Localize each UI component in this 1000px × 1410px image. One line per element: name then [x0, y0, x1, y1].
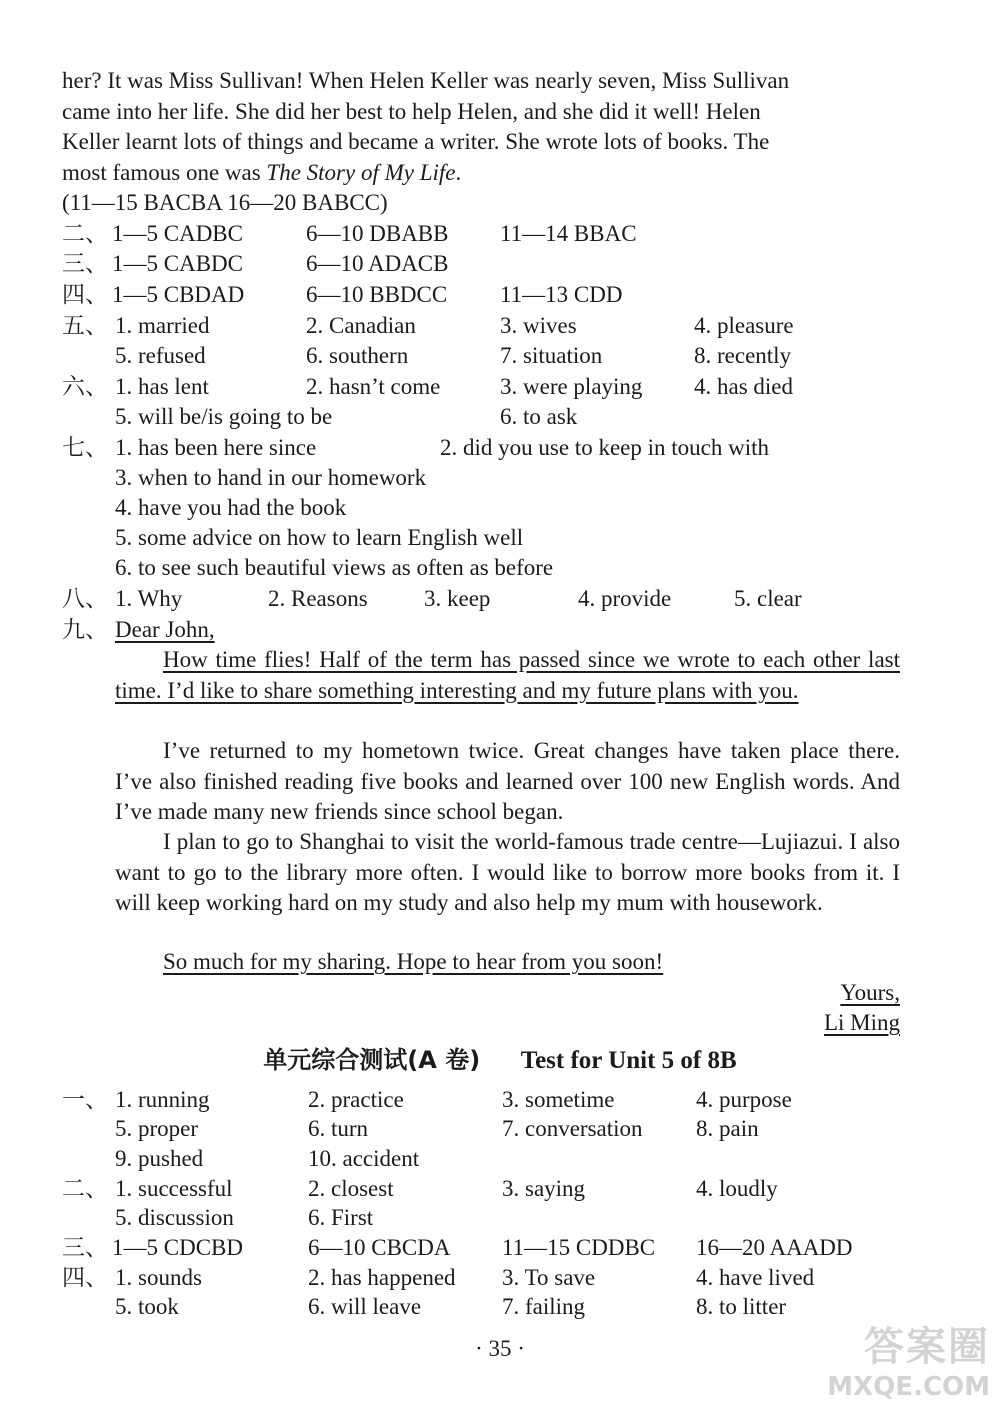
answer-item: 6. southern: [306, 343, 409, 368]
answer-group: 11—15 CDDBC: [502, 1235, 656, 1260]
answer-item: 6. First: [308, 1205, 374, 1230]
letter-paragraph-1-text: How time flies! Half of the term has passed since we wrote to each other last time. I’d like to share something interesting and my future plans with you.: [115, 647, 900, 703]
answer-item: 4. have lived: [696, 1265, 815, 1290]
answer-item: 5. refused: [115, 343, 206, 368]
watermark-en: MXQE.COM: [827, 1372, 990, 1402]
intro-period: .: [455, 160, 462, 185]
answer-item: 7. failing: [502, 1294, 586, 1319]
answer-item: 2. did you use to keep in touch with: [440, 435, 769, 460]
answer-item: 6. to see such beautiful views as often as before: [115, 555, 554, 580]
answer-item: 4. have you had the book: [115, 495, 347, 520]
answer-item: 9. pushed: [115, 1146, 204, 1171]
section-label: 二、: [62, 1176, 108, 1201]
page-number: · 35 ·: [475, 1336, 525, 1361]
answer-group: 6—10 ADACB: [306, 251, 449, 276]
answer-item: 5. discussion: [115, 1205, 234, 1230]
answer-item: 5. clear: [734, 586, 802, 611]
answer-item: 3. wives: [500, 313, 577, 338]
section-label: 六、: [62, 374, 108, 399]
answer-item: 4. purpose: [696, 1087, 792, 1112]
answer-group: 6—10 CBCDA: [308, 1235, 451, 1260]
intro-line-2: came into her life. She did her best to help Helen, and she did it well! Helen: [62, 99, 761, 124]
answer-item: 8. recently: [694, 343, 792, 368]
section-label: 八、: [62, 586, 108, 611]
answer-item: 2. has happened: [308, 1265, 456, 1290]
answer-group: 1—5 CDCBD: [112, 1235, 243, 1260]
watermark-cn: 答案圈: [864, 1324, 990, 1370]
section-label: 四、: [62, 282, 108, 307]
answer-item: 4. provide: [578, 586, 672, 611]
answer-item: 3. were playing: [500, 374, 643, 399]
letter-paragraph-3: I plan to go to Shanghai to visit the world-famous trade centre—Lujiazui. I also want to go to the library more often. I would like to borrow more books from it. I will keep working hard on my study and also help my mum with housework.: [115, 829, 900, 915]
answer-item: 2. closest: [308, 1176, 394, 1201]
answer-item: 3. To save: [502, 1265, 596, 1290]
heading-cn: 单元综合测试(A 卷): [263, 1046, 481, 1074]
answer-item: 7. conversation: [502, 1116, 643, 1141]
letter-closing: Yours,: [840, 980, 900, 1005]
section-label: 九、: [62, 617, 108, 642]
unit-test-heading: [0, 1043, 1000, 1078]
intro-line-1: her? It was Miss Sullivan! When Helen Keller was nearly seven, Miss Sullivan: [62, 68, 790, 93]
answer-item: 7. situation: [500, 343, 603, 368]
answer-group: 1—5 CBDAD: [112, 282, 245, 307]
answer-item: 1. has lent: [115, 374, 209, 399]
site-watermark: [827, 1315, 990, 1402]
answer-item: 8. to litter: [696, 1294, 787, 1319]
answer-item: 5. took: [115, 1294, 179, 1319]
answer-item: 1. running: [115, 1087, 210, 1112]
letter-signature: Li Ming: [823, 1010, 900, 1035]
intro-text: most famous one was: [62, 160, 267, 185]
intro-line-4: [62, 158, 461, 188]
answer-item: 4. pleasure: [694, 313, 794, 338]
section-label: 一、: [62, 1087, 108, 1112]
answer-item: 6. will leave: [308, 1294, 422, 1319]
answer-group: 6—10 BBDCC: [306, 282, 448, 307]
answer-group: 11—14 BBAC: [500, 221, 637, 246]
letter-paragraph-1: [115, 645, 900, 706]
letter-paragraph-4-text: So much for my sharing. Hope to hear from you soon!: [163, 949, 664, 974]
book-title: The Story of My Life: [266, 160, 456, 185]
answer-item: 3. saying: [502, 1176, 586, 1201]
letter-paragraph-2: I’ve returned to my hometown twice. Great changes have taken place there. I’ve also finished reading five books and learned over 100 new English words. And I’ve made many new friends since school began.: [115, 738, 900, 824]
answer-item: 1. married: [115, 313, 210, 338]
answer-group: 1—5 CABDC: [112, 251, 243, 276]
answer-item: 8. pain: [696, 1116, 759, 1141]
answer-item: 4. loudly: [696, 1176, 778, 1201]
answer-item: 2. practice: [308, 1087, 404, 1112]
answer-item: 1. Why: [115, 586, 183, 611]
answer-item: 2. hasn’t come: [306, 374, 441, 399]
answer-item: 1. has been here since: [115, 435, 317, 460]
answer-item: 2. Canadian: [306, 313, 416, 338]
answer-item: 10. accident: [308, 1146, 420, 1171]
answer-item: 2. Reasons: [268, 586, 368, 611]
answer-item: 1. sounds: [115, 1265, 202, 1290]
section-label: 三、: [62, 1235, 108, 1260]
intro-answers: (11—15 BACBA 16—20 BABCC): [62, 190, 388, 215]
answer-item: 4. has died: [694, 374, 794, 399]
answer-item: 3. when to hand in our homework: [115, 465, 427, 490]
answer-item: 3. keep: [424, 586, 491, 611]
section-label: 七、: [62, 435, 108, 460]
intro-line-3: Keller learnt lots of things and became a writer. She wrote lots of books. The: [62, 129, 770, 154]
answer-group: 6—10 DBABB: [306, 221, 449, 246]
answer-group: 1—5 CADBC: [112, 221, 243, 246]
letter-greeting: Dear John,: [115, 617, 215, 642]
answer-item: 5. will be/is going to be: [115, 404, 333, 429]
section-label: 二、: [62, 221, 108, 246]
answer-item: 5. proper: [115, 1116, 199, 1141]
answer-item: 1. successful: [115, 1176, 233, 1201]
answer-group: 16—20 AAADD: [696, 1235, 853, 1260]
section-label: 三、: [62, 251, 108, 276]
answer-group: 11—13 CDD: [500, 282, 623, 307]
letter-paragraph-4: [115, 947, 900, 978]
section-label: 五、: [62, 313, 108, 338]
answer-item: 5. some advice on how to learn English well: [115, 525, 524, 550]
answer-item: 3. sometime: [502, 1087, 615, 1112]
answer-item: 6. to ask: [500, 404, 578, 429]
section-label: 四、: [62, 1265, 108, 1290]
answer-item: 6. turn: [308, 1116, 369, 1141]
heading-en: Test for Unit 5 of 8B: [520, 1047, 737, 1074]
